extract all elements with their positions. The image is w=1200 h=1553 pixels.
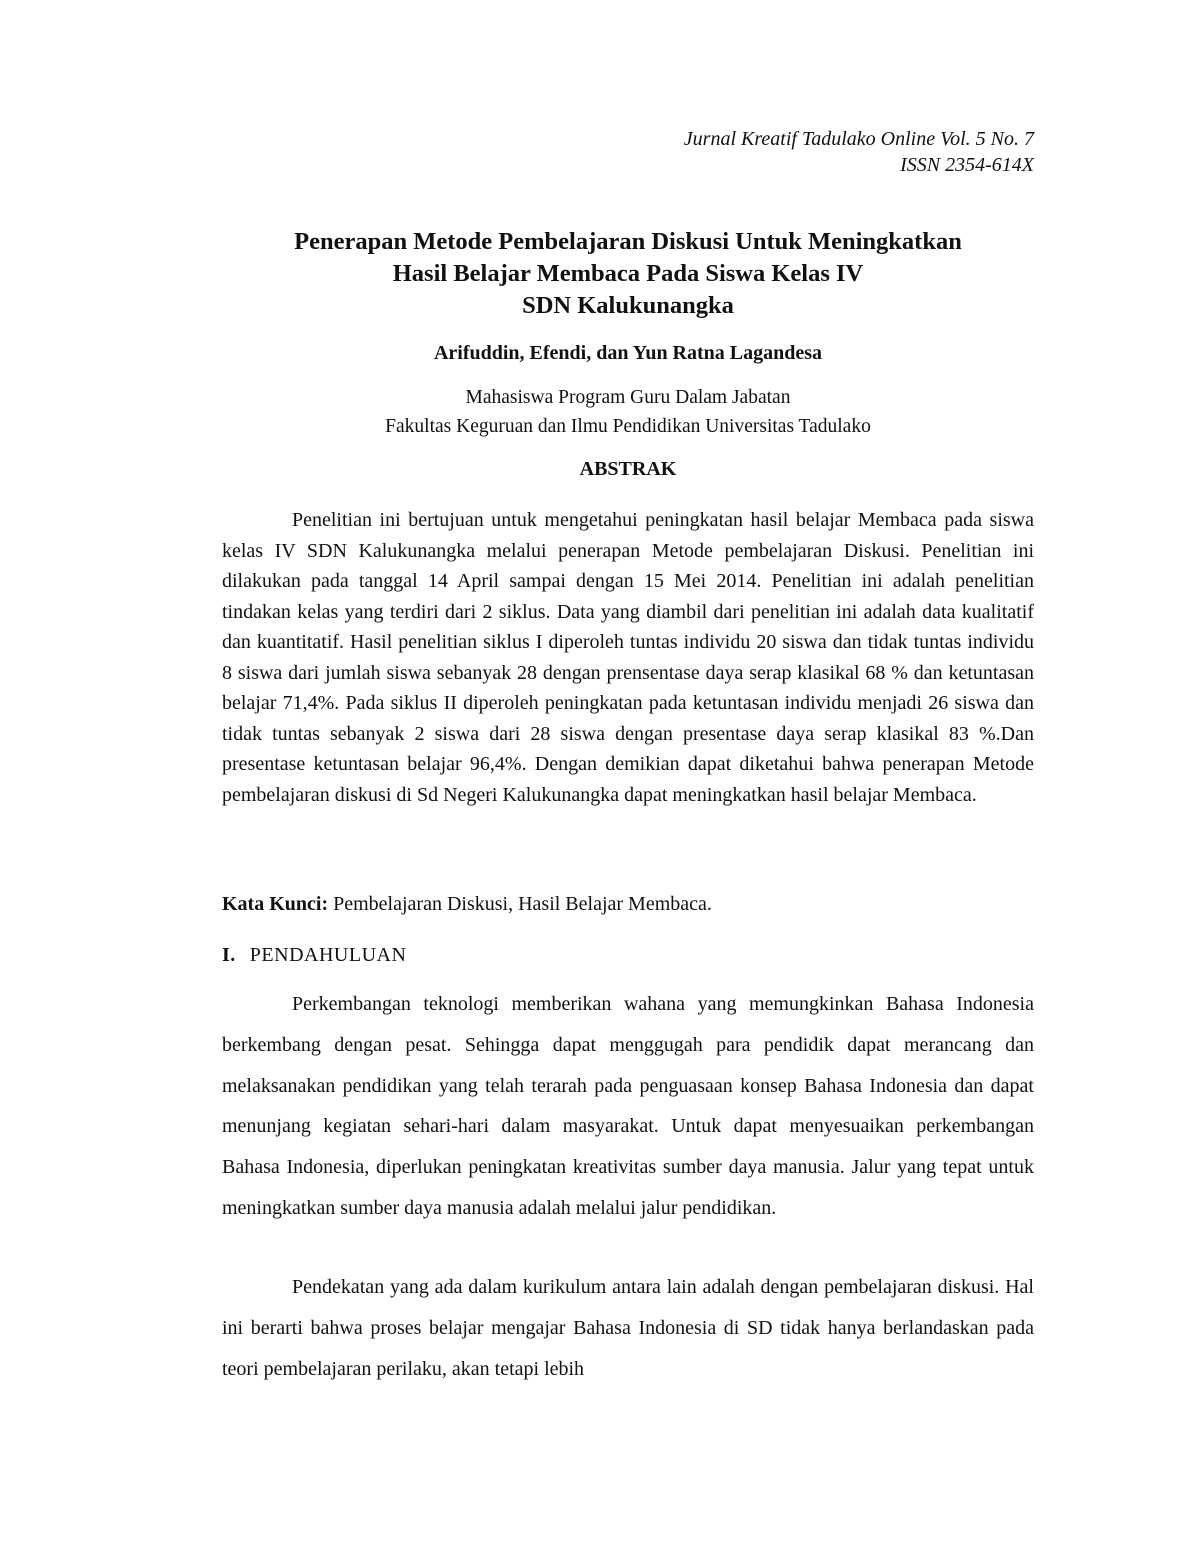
keywords-value: Pembelajaran Diskusi, Hasil Belajar Membaca. <box>328 893 712 915</box>
journal-name: Jurnal Kreatif Tadulako Online Vol. 5 No. 7 <box>683 128 1034 150</box>
abstract-heading: ABSTRAK <box>579 458 677 480</box>
section-number: I. <box>222 944 236 966</box>
affiliation-line-1: Mahasiswa Program Guru Dalam Jabatan <box>465 387 791 408</box>
paper-title <box>182 226 1074 322</box>
keywords <box>222 891 1034 917</box>
abstract-text: Penelitian ini bertujuan untuk mengetahui peningkatan hasil belajar Membaca pada siswa kelas IV SDN Kalukunangka melalui penerapan Metode pembelajaran Diskusi. Penelitian ini dilakukan pada tanggal 14 April sampai dengan 15 Mei 2014. Penelitian ini adalah penelitian tindakan kelas yang terdiri dari 2 siklus. Data yang diambil dari penelitian ini adalah data kualitatif dan kuantitatif. Hasil penelitian siklus I diperoleh tuntas individu 20 siswa dan tidak tuntas individu 8 siswa dari jumlah siswa sebanyak 28 dengan prensentase daya serap klasikal 68 % dan ketuntasan belajar 71,4%. Pada siklus II diperoleh peningkatan pada ketuntasan individu menjadi 26 siswa dan tidak tuntas sebanyak 2 siswa dari 28 siswa dengan presentase daya serap klasikal 83 %.Dan presentase ketuntasan belajar 96,4%. Dengan demikian dapat diketahui bahwa penerapan Metode pembelajaran diskusi di Sd Negeri Kalukunangka dapat meningkatkan hasil belajar Membaca. <box>222 509 1034 806</box>
title-line-1: Penerapan Metode Pembelajaran Diskusi Untuk Meningkatkan <box>294 228 962 255</box>
keywords-label: Kata Kunci: <box>222 893 329 915</box>
section-heading-introduction <box>222 942 406 968</box>
intro-paragraph-1: Perkembangan teknologi memberikan wahana yang memungkinkan Bahasa Indonesia berkembang dengan pesat. Sehingga dapat menggugah para pendidik dapat merancang dan melaksanakan pendidikan yang telah terarah pada penguasaan konsep Bahasa Indonesia dan dapat menunjang kegiatan sehari-hari dalam masyarakat. Untuk dapat menyesuaikan perkembangan Bahasa Indonesia, diperlukan peningkatan kreativitas sumber daya manusia. Jalur yang tepat untuk meningkatkan sumber daya manusia adalah melalui jalur pendidikan. <box>222 993 1034 1219</box>
journal-header <box>684 126 1034 178</box>
title-line-3: SDN Kalukunangka <box>522 292 734 319</box>
title-line-2: Hasil Belajar Membaca Pada Siswa Kelas IV <box>392 260 864 287</box>
section-title: PENDAHULUAN <box>249 944 407 966</box>
affiliation-line-2: Fakultas Keguruan dan Ilmu Pendidikan Universitas Tadulako <box>385 416 871 437</box>
intro-paragraph-2: Pendekatan yang ada dalam kurikulum antara lain adalah dengan pembelajaran diskusi. Hal ini berarti bahwa proses belajar mengajar Bahasa Indonesia di SD tidak hanya berlandaskan pada teori pembelajaran perilaku, akan tetapi lebih <box>222 1276 1034 1380</box>
journal-issn: ISSN 2354-614X <box>900 154 1034 176</box>
author-list: Arifuddin, Efendi, dan Yun Ratna Lagandesa <box>433 342 823 364</box>
document-page <box>222 0 1034 1553</box>
affiliation <box>192 383 1064 441</box>
